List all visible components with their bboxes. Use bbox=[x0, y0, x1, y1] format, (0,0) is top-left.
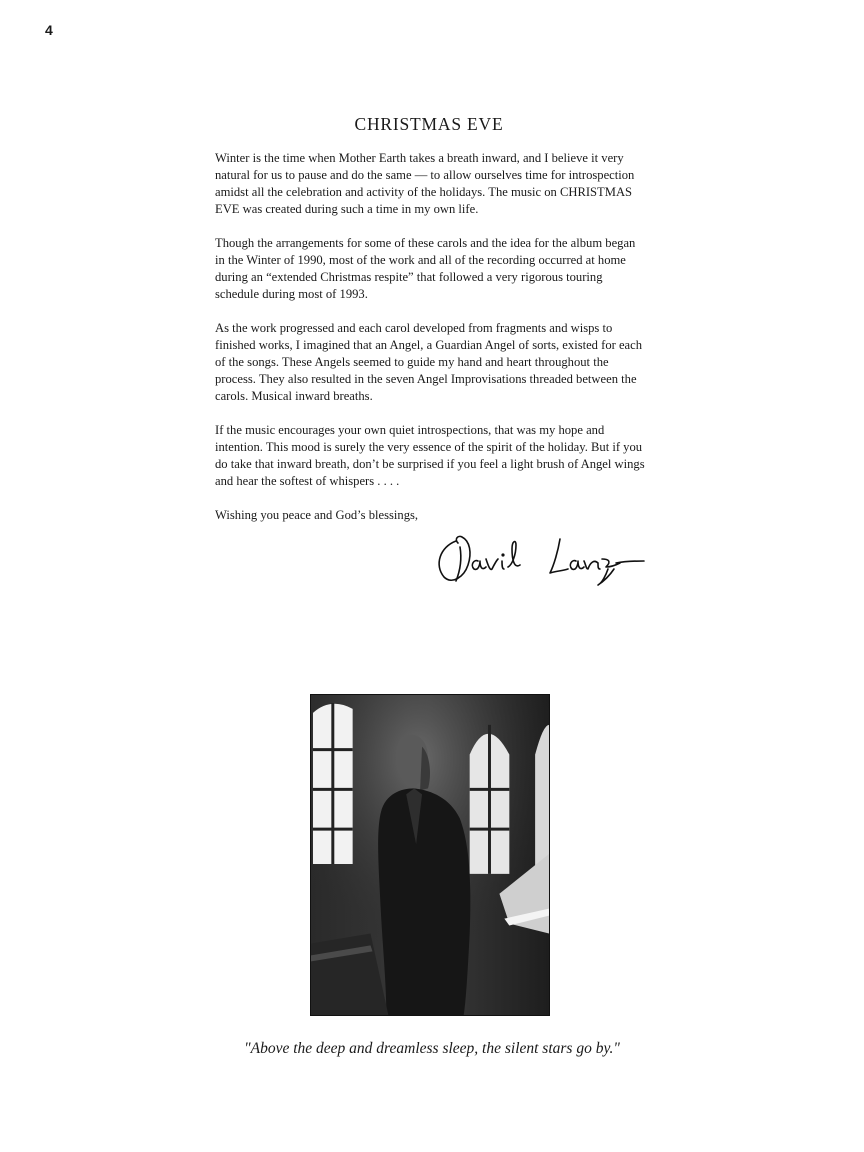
handwritten-signature bbox=[430, 525, 650, 595]
artist-photo bbox=[310, 694, 550, 1016]
closing-line: Wishing you peace and God’s blessings, bbox=[215, 508, 419, 522]
paragraph-4: If the music encourages your own quiet introspections, that was my hope and intention. This mood is surely the very essence of the spirit of the holiday. But if you do take that inward breath, don’t be surprised if you feel a light brush of Angel wings and hear the softest of whispers . . . . bbox=[215, 423, 645, 488]
paragraph-3: As the work progressed and each carol developed from fragments and wisps to finished works, I imagined that an Angel, a Guardian Angel of sorts, existed for each of the songs. These Angels seemed to guide my hand and heart throughout the process. They also resulted in the seven Angel Improvisations threaded between the carols. Musical inward breaths. bbox=[215, 321, 643, 403]
paragraph-2: Though the arrangements for some of these carols and the idea for the album began in the Winter of 1990, most of the work and all of the recording occurred at home during an “extended Christmas respite” that followed a very rigorous touring schedule during most of 1993. bbox=[215, 236, 636, 301]
page-title: CHRISTMAS EVE bbox=[354, 114, 504, 134]
letter-body bbox=[215, 150, 645, 541]
page-number: 4 bbox=[45, 22, 53, 38]
paragraph-1: Winter is the time when Mother Earth takes a breath inward, and I believe it very natural for us to pause and do the same — to allow ourselves time for introspection amidst all the celebration and activity of the holidays. The music on CHRISTMAS EVE was created during such a time in my own life. bbox=[215, 151, 635, 216]
photo-caption: "Above the deep and dreamless sleep, the silent stars go by." bbox=[244, 1040, 620, 1057]
